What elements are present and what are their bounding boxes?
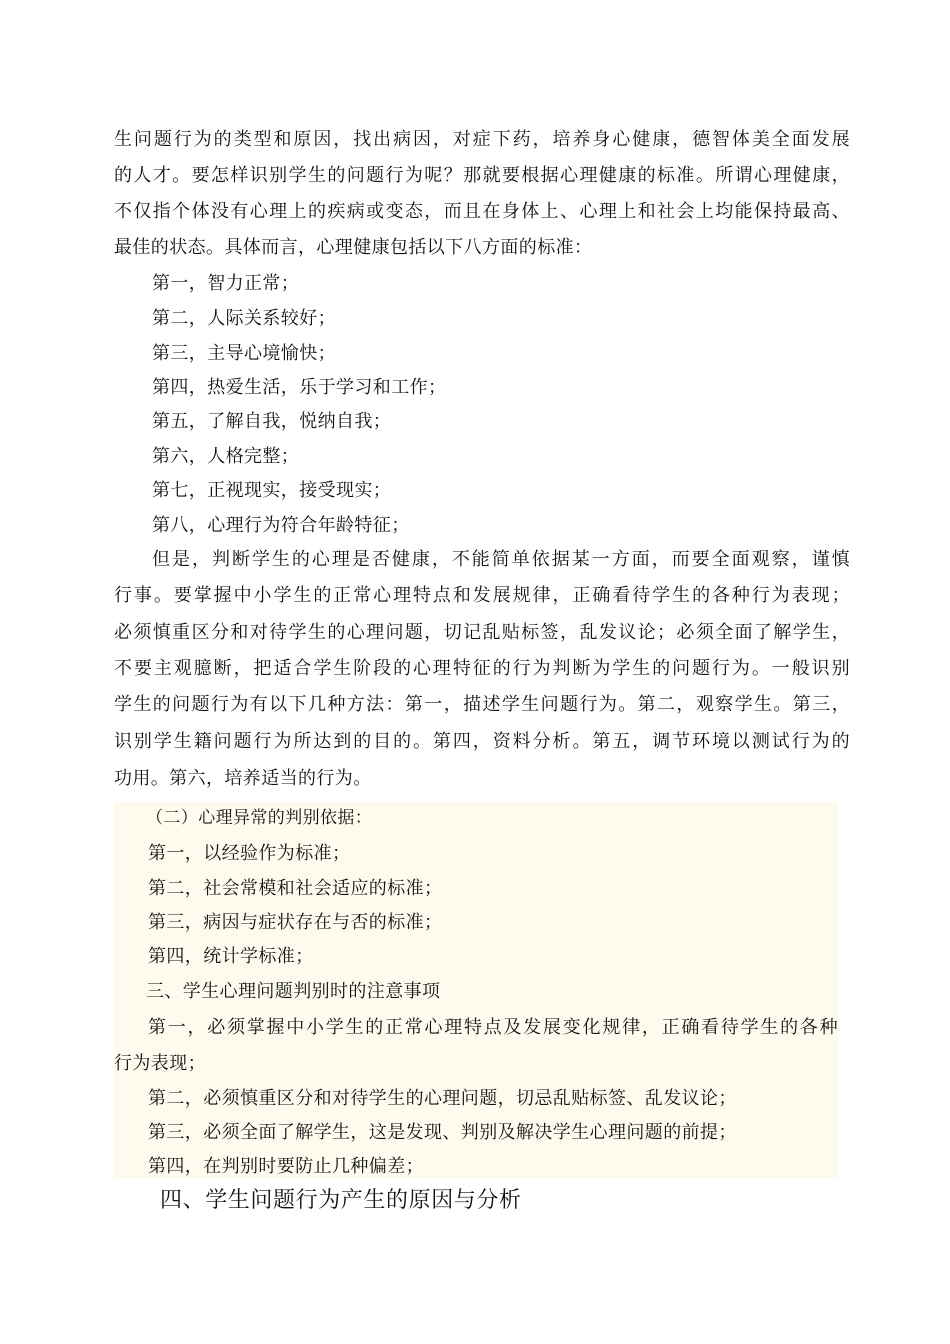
standard-item: 第八，心理行为符合年龄特征； [152,515,410,536]
precaution-item: 行为表现； [114,1053,206,1074]
paragraph-line: 生问题行为的类型和原因，找出病因，对症下药，培养身心健康，德智体美全面发展 [114,129,850,150]
paragraph-line: 最佳的状态。具体而言，心理健康包括以下八方面的标准： [114,237,593,258]
paragraph-line: 识别学生籍问题行为所达到的目的。第四，资料分析。第五，调节环境以测试行为的 [114,731,850,752]
standard-item: 第三，主导心境愉快； [152,343,336,364]
criterion-item: 第二，社会常模和社会适应的标准； [148,878,443,899]
standard-item: 第五，了解自我，悦纳自我； [152,411,392,432]
paragraph-line: 学生的问题行为有以下几种方法：第一，描述学生问题行为。第二，观察学生。第三， [114,694,850,715]
criterion-item: 第四，统计学标准； [148,946,314,967]
standard-item: 第二，人际关系较好； [152,308,336,329]
paragraph-line: 但是，判断学生的心理是否健康，不能简单依据某一方面，而要全面观察，谨慎 [152,549,850,570]
standard-item: 第四，热爱生活，乐于学习和工作； [152,377,447,398]
criterion-item: 第一，以经验作为标准； [148,843,351,864]
paragraph-line: 必须慎重区分和对待学生的心理问题，切记乱贴标签，乱发议论；必须全面了解学生， [114,622,850,643]
criterion-item: 第三，病因与症状存在与否的标准； [148,912,443,933]
paragraph-line: 不仅指个体没有心理上的疾病或变态，而且在身体上、心理上和社会上均能保持最高、 [114,201,850,222]
precaution-item: 第一，必须掌握中小学生的正常心理特点及发展变化规律，正确看待学生的各种 [148,1017,838,1038]
paragraph-line: 功用。第六，培养适当的行为。 [114,768,372,789]
precaution-item: 第四，在判别时要防止几种偏差； [148,1156,424,1177]
standard-item: 第七，正视现实，接受现实； [152,480,392,501]
section-heading: （二）心理异常的判别依据： [146,808,373,828]
precaution-item: 第三，必须全面了解学生，这是发现、判别及解决学生心理问题的前提； [148,1122,737,1143]
section-heading-4: 四、学生问题行为产生的原因与分析 [160,1188,522,1213]
paragraph-line: 的人才。要怎样识别学生的问题行为呢？那就要根据心理健康的标准。所谓心理健康， [114,165,850,186]
paragraph-line: 不要主观臆断，把适合学生阶段的心理特征的行为判断为学生的问题行为。一般识别 [114,658,850,679]
standard-item: 第六，人格完整； [152,446,300,467]
standard-item: 第一，智力正常； [152,273,300,294]
precaution-item: 第二，必须慎重区分和对待学生的心理问题，切忌乱贴标签、乱发议论； [148,1088,737,1109]
paragraph-line: 行事。要掌握中小学生的正常心理特点和发展规律，正确看待学生的各种行为表现； [114,585,850,606]
section-heading: 三、学生心理问题判别时的注意事项 [146,981,441,1002]
